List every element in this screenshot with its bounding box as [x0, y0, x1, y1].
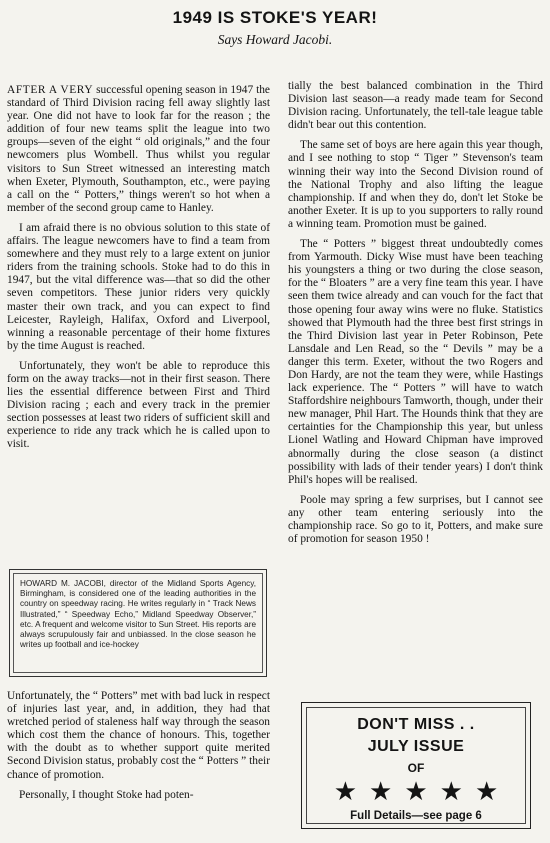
promo-inner-frame	[306, 707, 526, 824]
promo-line-dont-miss: DON'T MISS . .	[357, 716, 475, 733]
paragraph: The “ Potters ” biggest threat undoubtedly comes from Yarmouth. Dicky Wise must have been teaching his youngsters a thing or two during the close season, for the “ Bloaters ” are a very fine team this year. I have seen them twice already and can vouch for the fact that those opening four away wins were no fluke. Statistics showed that Plymouth had the three best first strings in the Third Division last year in Peter Robinson, Pete Lansdale and Len Read, so the “ Devils ” may be a danger this term. Exeter, without the two Rogers and Don Hardy, are not the team they were, while Hastings lack experience. The “ Potters ” will have to watch Staffordshire neighbours Tamworth, though, under their new manager, Phil Hart. The Hounds think that they are certainties for the Championship this year, but unless Lionel Watling and Howard Chipman have improved abnormally during the close season (a distinct possibility with lads of their tender years) I don't think Phil's hopes will be realised.	[288, 238, 543, 486]
paragraph: tially the best balanced combination in the Third Division last season—a ready made team for Second Division racing. Unfortunately, the tell-tale league table didn't bear out this contention.	[288, 80, 543, 132]
promo-box	[301, 702, 531, 829]
intro-text: successful opening season in 1947 the standard of Third Division racing fell away slightly last year. One did not have to look far for the reason ; the addition of four new teams split the league into two groups—seven of the eight “ old originals,” and the four newcomers plus Wombell. Thus whilst you regular visitors to Sun Street witnessed an interesting match when Exeter, Plymouth, Southampton, etc., were paying a call on the “ Potters,” things weren't so hot when a member of the second group came to Hanley.	[7, 84, 270, 214]
article-headline: 1949 IS STOKE'S YEAR!	[172, 8, 378, 27]
article-byline: Says Howard Jacobi.	[217, 32, 333, 47]
paragraph-intro	[7, 84, 270, 215]
promo-line-july-issue: JULY ISSUE	[367, 738, 465, 755]
promo-line-details: Full Details—see page 6	[350, 810, 482, 822]
paragraph: Unfortunately, they won't be able to reproduce this form on the away tracks—not in their first season. There lies the essential difference between First and Third Division racing ; each and every track in the premier section possesses at least two riders of sufficient skill and experience to ride any track which he is called upon to visit.	[7, 359, 270, 451]
right-column	[288, 80, 543, 553]
star-icons: ★★★★★	[333, 776, 511, 806]
paragraph: Poole may spring a few surprises, but I cannot see any other team entering seriously into the championship race. So go to it, Potters, and make sure of promotion for season 1950 !	[288, 493, 543, 546]
paragraph: I am afraid there is no obvious solution to this state of affairs. The league newcomers have to find a team from somewhere and they must rely to a large extent on junior riders from the training schools. Stoke had to do this in 1947, but the vital difference was—that so did the other seven competitors. These junior riders very quickly master their own track, and you can expect to find Leicester, Rayleigh, Halifax, Oxford and Liverpool, winning a reasonable percentage of their home fixtures by the time August is reached.	[7, 221, 270, 352]
paragraph: Personally, I thought Stoke had poten-	[19, 788, 194, 801]
promo-line-of: OF	[407, 761, 425, 775]
author-bio-text: HOWARD M. JACOBI, director of the Midland Sports Agency, Birmingham, is considered one of the leading authorities in the country on speedway racing. He writes regularly in “ Track News Illustrated,” “ Speedway Echo,” Midland Speedway Observer,” etc. A frequent and welcome visitor to Sun Street. His reports are always scrupulously fair and unbiassed. In the close season he writes up football and ice-hockey	[13, 573, 263, 673]
author-bio-box	[9, 569, 267, 677]
paragraph: Unfortunately, the “ Potters” met with bad luck in respect of injuries last year, and, in addition, they had that wretched period of staleness half way through the season which cost them the chance of honours. This, together with the doubt as to whether support quite merited Second Division status, probably cost the “ Potters ” their chance of promotion.	[7, 690, 270, 781]
left-column	[7, 84, 270, 459]
paragraph: The same set of boys are here again this year though, and I see nothing to stop “ Tiger ” Stevenson's team winning their way into the Second Division round of the National Trophy and also lifting the league championship. If and when they do, don't let Stoke be another Exeter. It is up to you supporters to rally round a winning team. Promotion must be gained.	[288, 139, 543, 230]
lead-in-caps: AFTER A VERY	[7, 84, 94, 96]
left-column-lower	[7, 690, 270, 809]
